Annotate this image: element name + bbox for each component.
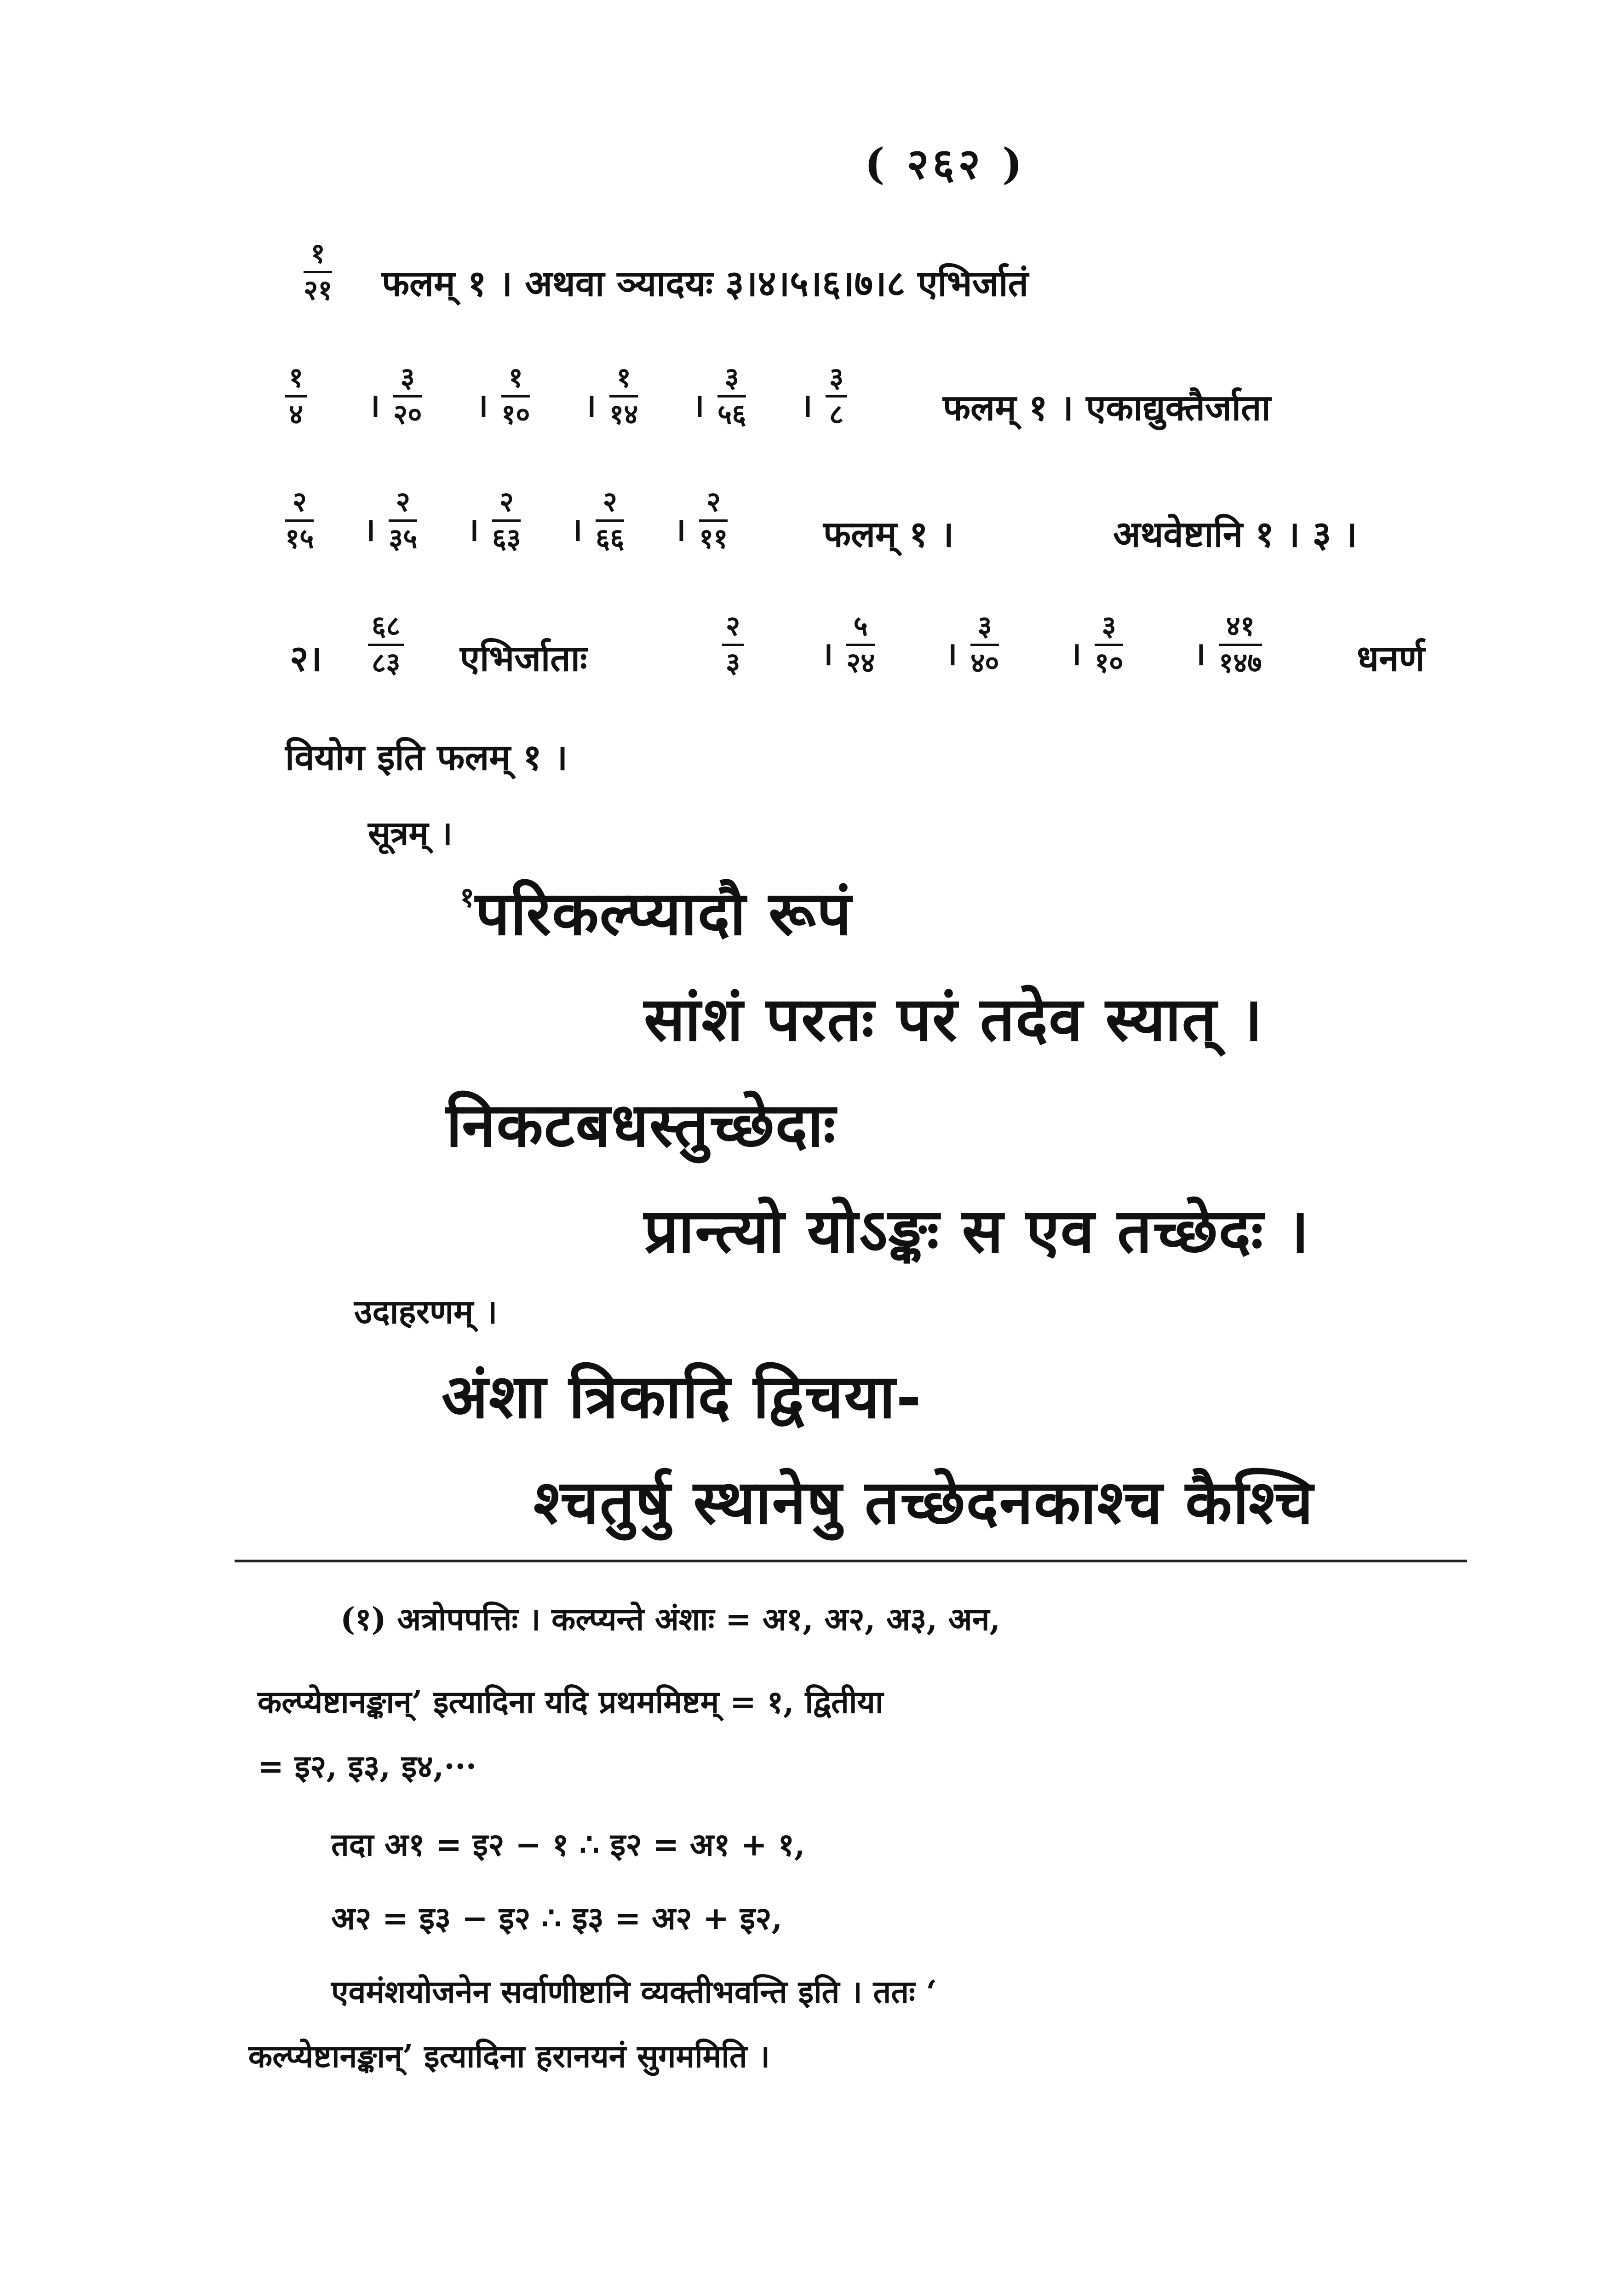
separator-mark: । <box>945 634 958 673</box>
fraction <box>596 488 624 553</box>
footnote-line-2: कल्प्येष्टानङ्कान्’ इत्यादिना यदि प्रथममिष्टम् = १, द्वितीया <box>258 1684 884 1721</box>
sutra-verse-line-4: प्रान्त्यो योऽङ्कः स एव तच्छेदः । <box>644 1195 1310 1267</box>
fraction-numerator: २ <box>492 488 521 522</box>
fraction-numerator: १ <box>609 363 638 397</box>
fraction-numerator: १ <box>501 363 530 397</box>
fraction <box>1095 612 1123 678</box>
fraction <box>285 488 314 553</box>
fraction-denominator: ६६ <box>596 523 625 555</box>
sutra-verse-line-2: सांशं परतः परं तदेव स्यात् । <box>644 984 1263 1055</box>
separator-mark: । <box>1069 634 1082 673</box>
text-line-5: वियोग इति फलम् १ । <box>285 737 568 778</box>
footnote-line-6: एवमंशयोजनेन सर्वाणीष्टानि व्यक्तीभवन्ति इति । ततः ‘ <box>331 1974 937 2010</box>
text-line-2-tail: फलम् १ । एकाद्युक्तैर्जाता <box>943 387 1271 429</box>
fraction-numerator: १ <box>304 239 332 273</box>
footnote-marker: १ <box>460 881 476 914</box>
fraction <box>501 363 530 429</box>
footnote-line-4: तदा अ१ = इ२ − १ ∴ इ२ = अ१ + १, <box>331 1826 805 1863</box>
footnote-line-7: कल्प्येष्टानङ्कान्’ इत्यादिना हरानयनं सुगममिति । <box>248 2038 770 2075</box>
text-line-3-tail-b: अथवेष्टानि १ । ३ । <box>1113 513 1357 555</box>
fraction-denominator: २० <box>393 398 422 431</box>
fraction-numerator: ३ <box>717 363 746 397</box>
separator-mark: । <box>476 386 488 424</box>
text-line-3-tail-a: फलम् १ । <box>823 513 954 555</box>
example-verse-line-1: अंशा त्रिकादि द्विचया- <box>442 1361 923 1432</box>
fraction <box>492 488 521 553</box>
fraction-numerator: २ <box>596 488 624 522</box>
fraction-denominator: ८ <box>829 398 844 431</box>
fraction-numerator: २ <box>285 488 314 522</box>
fraction-numerator: ५ <box>846 612 875 646</box>
footnote-rule <box>235 1560 1467 1562</box>
footnote-line-3: = इ२, इ३, इ४,··· <box>258 1748 477 1785</box>
fraction <box>285 363 307 429</box>
fraction-numerator: २ <box>699 488 728 522</box>
fraction-denominator: ३५ <box>389 523 418 555</box>
fraction <box>846 612 875 678</box>
fraction-denominator: ५६ <box>717 398 746 431</box>
fraction-denominator: २१ <box>304 274 333 306</box>
fraction-denominator: ६३ <box>492 523 521 555</box>
separator-mark: । <box>368 386 380 424</box>
fraction-denominator: ३ <box>726 647 740 679</box>
fraction <box>389 488 417 553</box>
text-line-1: फलम् १ । अथवा ञ्यादयः ३।४।५।६।७।८ एभिर्जातं <box>382 263 1029 305</box>
sutra-verse-line-3: निकटबधस्तुच्छेदाः <box>446 1089 837 1161</box>
fraction <box>699 488 728 553</box>
separator-mark: । <box>467 510 479 548</box>
fraction <box>970 612 999 678</box>
fraction <box>826 363 847 429</box>
fraction-denominator: २४ <box>846 647 875 679</box>
fraction-numerator: २ <box>389 488 417 522</box>
text-line-4-lead: २। <box>290 638 322 680</box>
fraction-denominator: ८३ <box>372 647 401 679</box>
udaharanam-label: उदाहरणम् । <box>354 1292 498 1331</box>
fraction <box>609 363 638 429</box>
footnote-line-1: (१) अत्रोपपत्तिः । कल्प्यन्ते अंशाः = अ१, अ२, अ३, अन, <box>340 1601 1001 1638</box>
fraction <box>304 239 332 305</box>
fraction <box>1219 612 1262 678</box>
fraction <box>368 612 404 678</box>
fraction-denominator: १५ <box>285 523 314 555</box>
fraction-denominator: १४७ <box>1219 647 1262 679</box>
fraction <box>717 363 746 429</box>
fraction-denominator: १४ <box>609 398 638 431</box>
fraction-denominator: ११ <box>699 523 728 555</box>
fraction-numerator: १ <box>285 363 307 397</box>
separator-mark: । <box>821 634 833 673</box>
text-line-4-tail: धनर्ण <box>1357 638 1425 680</box>
fraction-denominator: १० <box>501 398 530 431</box>
verse-text: परिकल्प्यादौ रूपं <box>475 878 852 949</box>
fraction-numerator: २ <box>722 612 744 646</box>
footnote-line-5: अ२ = इ३ − इ२ ∴ इ३ = अ२ + इ२, <box>331 1900 783 1937</box>
fraction-denominator: १० <box>1095 647 1124 679</box>
separator-mark: । <box>584 386 597 424</box>
separator-mark: । <box>674 510 686 548</box>
separator-mark: । <box>570 510 583 548</box>
separator-mark: । <box>363 510 376 548</box>
example-verse-line-2: श्चतुर्षु स्थानेषु तच्छेदनकाश्च कैश्चि <box>534 1467 1314 1538</box>
fraction-denominator: ४ <box>289 398 304 431</box>
sutra-verse-line-1 <box>460 870 852 952</box>
fraction <box>722 612 744 678</box>
fraction-numerator: ३ <box>970 612 999 646</box>
fraction-denominator: ४० <box>970 647 999 679</box>
separator-mark: । <box>1194 634 1206 673</box>
fraction <box>393 363 422 429</box>
sutram-label: सूत्रम् । <box>368 813 453 852</box>
fraction-numerator: ६८ <box>368 612 404 646</box>
fraction-numerator: ४१ <box>1219 612 1262 646</box>
separator-mark: । <box>800 386 813 424</box>
separator-mark: । <box>692 386 705 424</box>
fraction-numerator: ३ <box>1095 612 1123 646</box>
page-number: ( २६२ ) <box>865 139 1026 189</box>
text-line-4-mid: एभिर्जाताः <box>460 638 587 680</box>
fraction-numerator: ३ <box>826 363 847 397</box>
fraction-numerator: ३ <box>393 363 422 397</box>
